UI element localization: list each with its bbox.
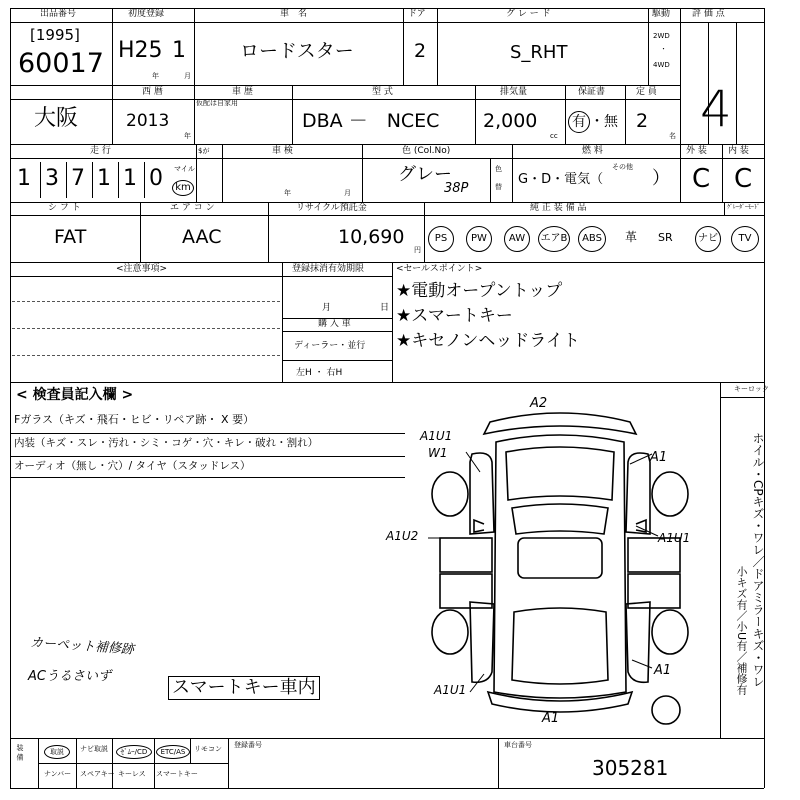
equip-aw: AW [504,226,530,252]
warranty-dot: ・ [590,114,604,130]
history-label: 車 歴 [232,87,253,97]
spare-tire [652,696,680,724]
region: 大阪 [34,106,79,131]
year-unit: 年 [152,72,159,80]
left-door-front [440,538,492,572]
v-r3-d [512,144,513,202]
cc-unit: cc [550,132,558,140]
v-r3-g [722,144,723,202]
exterior-grade: C [692,164,711,194]
shift-label: シ フ ト [48,203,81,213]
inspector-title: < 検査員記入欄 > [16,387,134,403]
odo-digit-6: 0 [149,166,163,191]
first-reg-year: H25 [118,38,163,63]
right-rear-fender [626,602,650,682]
color-label: 色 (Col.No) [402,146,451,156]
drive-4wd: 4WD [653,61,670,69]
interior-grade: C [734,164,753,194]
year-bracket: [1995] [30,26,80,44]
odo-div-3 [92,162,93,198]
recycle-value: 10,690 [338,226,405,248]
keylock-label: キーロック [734,385,769,393]
damage-left-top: A1U1 [420,429,453,443]
shift-value: FAT [54,226,87,248]
insp-year-unit: 年 [284,189,291,197]
acc-number: ナンバー [44,770,72,778]
odo-digit-1: 1 [17,166,31,191]
foot-mid [38,763,228,764]
row2-bottom [10,144,764,145]
minor-damage-text: 小キズ有／小U有／補修有 [735,566,748,696]
glass-line: Fガラス（キズ・飛石・ヒビ・リペア跡・ X 要） [14,413,255,426]
damage-right-mid: A1U1 [658,531,691,545]
v-r4-b [268,202,269,262]
v-r3-a [196,144,197,202]
v-r1-f [680,8,681,144]
first-reg-label: 初度登録 [128,9,165,19]
rear-right-wheel [652,610,688,654]
v-score-b [736,22,737,144]
type-label: 型 式 [372,87,393,97]
odo-digit-5: 1 [123,166,137,191]
notes-reg-line [282,276,392,277]
sales-point-2: ★スマートキー [396,306,513,326]
equip-ps: PS [428,226,454,252]
row4-bottom [10,262,764,263]
exterior-label: 外 装 [686,146,707,156]
capacity-label: 定 員 [636,87,657,97]
foot-div-4 [190,738,191,763]
door-label: ドア [408,9,426,19]
v-r2-c [292,85,293,144]
v-r1-c [403,8,404,85]
v-r1-e [648,8,649,85]
inspection-label: 車 検 [272,146,293,156]
v-r4-d [724,202,725,216]
caution-dash-3 [12,355,280,356]
equip-label: 純 正 装 備 品 [530,203,587,213]
damage-top: A2 [530,396,548,411]
front-bumper [484,413,636,434]
interior-line: 内装（キズ・スレ・汚れ・シミ・コゲ・穴・キレ・破れ・割れ） [14,437,319,449]
color-code: 38P [444,181,469,196]
damage-bottom: A1 [542,711,560,726]
dealer-option: ディーラー・並行 [294,341,366,351]
acc-remote: リモコン [194,745,222,753]
acc-manual: 取説 [44,745,70,759]
frame-bottom [10,788,764,789]
inspection-bottom [10,738,764,739]
v-r2-d [475,85,476,144]
recycle-label: リサイクル預託金 [296,203,367,213]
caution-line [10,276,282,277]
reg-number-label: 登録番号 [234,741,262,749]
v-r1-a [112,8,113,85]
roof [518,538,602,578]
v-r3-e [490,158,491,202]
color-change-2: 替 [495,183,502,191]
row1-bottom [10,85,680,86]
equip-navi: ナビ [695,226,721,252]
equip-abs: ABS [578,226,606,252]
handwritten-carpet: カーペット補修跡 [29,635,135,658]
insp-month-unit: 月 [344,189,351,197]
windshield [512,504,608,534]
v-r3-f [680,144,681,202]
displacement: 2,000 [483,110,538,132]
damage-left-mid: A1U2 [386,529,419,543]
odo-digit-4: 1 [97,166,111,191]
audio-tire-line: オーディオ（無し・穴）/ タイヤ（スタッドレス） [14,460,251,472]
yen-unit: 円 [414,246,421,254]
label-strip-3 [10,158,764,159]
damage-right-bottom: A1 [654,663,672,678]
sales-point-3: ★キセノンヘッドライト [396,331,580,351]
front-right-wheel [652,472,688,516]
model-label: 車 名 [280,9,308,19]
handwritten-ac: ACうるさいず [28,669,111,684]
frame-top [10,8,764,9]
smart-key-stamp: スマートキー車内 [168,676,320,700]
equip-airbag: エアB [538,226,570,252]
fuel-close: ） [652,168,670,189]
equip-tv: TV [731,226,759,252]
drive-label: 駆動 [652,9,671,19]
western-year-label: 西 暦 [142,87,163,97]
dollar-label: $が [198,147,210,155]
v-r1-d [437,8,438,85]
km-unit [172,180,194,196]
label-strip-2 [10,99,680,100]
warranty-label: 保証書 [578,87,606,97]
v-notes-a [282,262,283,382]
insp-line-2 [10,456,405,457]
grade-value: S_RHT [510,42,568,63]
caution-dash-2 [12,328,280,329]
wheel-door-mirror-text: ホイル・CPキズ・ワレ／ドアミラーキズ・ワレ [751,432,765,688]
history-sub-label: 仮配は自家用 [196,99,238,107]
rear-left-wheel [432,610,468,654]
equip-leather: 革 [625,230,638,244]
reg-expiry-label: 登録抹消有効期限 [292,264,365,274]
fuel-label: 燃 料 [582,146,603,156]
left-rear-fender [470,602,494,682]
fuel-other: その他 [612,163,633,171]
warranty-yes: 有 [568,111,590,133]
car-body [494,435,626,698]
cheaper-label: ｸﾞﾚｰﾀﾞｰﾓｰﾄﾞ [727,204,761,211]
lot-no: 60017 [18,48,104,79]
caution-dash-1 [12,301,280,302]
label-strip-1 [10,22,764,23]
score-value: 4 [700,80,732,138]
doors-value: 2 [414,40,427,62]
foot-div-3 [154,738,155,788]
month-unit: 月 [184,72,191,80]
mile-unit: マイル [174,165,195,173]
v-foot-b [228,738,229,788]
foot-div-2 [112,738,113,788]
color-change-1: 色 [495,165,502,173]
notes-purchase-line [282,331,392,332]
model-code: DBA － NCEC [302,110,440,132]
left-mirror [474,520,484,532]
row3-bottom [10,202,764,203]
leader-left-top [466,452,480,472]
equip-sr: SR [658,231,673,244]
trunk [512,608,608,684]
v-r4-a [140,202,141,262]
v-insp-a [720,382,721,738]
western-year-unit: 年 [184,132,191,140]
reg-day: 日 [380,303,390,313]
warranty-options [568,111,618,133]
capacity: 2 [636,110,649,132]
v-r3-c [362,144,363,202]
acc-keyless: キーレス [118,770,146,778]
fuel-options: G・D・電気（ [518,172,604,187]
odo-digit-2: 3 [45,166,59,191]
chassis-number: 305281 [592,756,669,780]
equip-pw: PW [466,226,492,252]
frame-left [10,8,11,788]
western-year: 2013 [126,111,170,131]
acc-cd: ｾﾞﾑｰ/CD [116,745,152,759]
damage-right-top: A1 [650,450,668,465]
displacement-label: 排気量 [500,87,528,97]
drive-dot: ・ [660,45,667,53]
sales-label: <セールスポイント> [396,264,483,274]
grade-label: グ レ ー ド [506,9,551,19]
acc-spare-key: スペアキー [80,770,115,778]
insp-line-3 [10,477,405,478]
v-r2-b [194,85,195,144]
handle-option: 左H ・ 右H [296,368,343,378]
equipment-side-label: 装 備 [16,744,24,761]
v-r1-b [194,8,195,85]
v-r4-c [424,202,425,262]
warranty-no: 無 [604,114,618,130]
notes-handle-line [282,360,392,361]
odo-div-5 [144,162,145,198]
reg-month: 月 [322,303,332,313]
v-foot-c [498,738,499,788]
v-r2-f [625,85,626,144]
damage-left-bottom: A1U1 [434,683,467,697]
odo-div-1 [40,162,41,198]
v-r2-e [565,85,566,144]
mileage-label: 走 行 [90,146,111,156]
acc-etc: ETC/AS [156,745,190,759]
purchase-label: 購 入 車 [318,319,351,329]
aircon-value: AAC [182,226,222,248]
hood [506,447,614,500]
notes-bottom [10,382,764,383]
aircon-label: エ ア コ ン [170,203,215,213]
insp-line-1 [10,433,405,434]
first-reg-month: 1 [172,38,186,63]
interior-label: 内 装 [728,146,749,156]
odo-div-2 [66,162,67,198]
damage-left-top-2: W1 [428,446,448,460]
v-r3-b [222,144,223,202]
score-label: 評 価 点 [692,9,725,19]
label-strip-4 [10,215,764,216]
odo-digit-3: 7 [71,166,85,191]
sales-point-1: ★電動オープントップ [396,281,563,301]
acc-navi-manual: ナビ取説 [80,745,108,753]
model-name: ロードスター [240,40,354,62]
foot-div-1 [76,738,77,788]
color-value: グレー [398,164,452,185]
v-r2-a [112,85,113,144]
front-left-wheel [432,472,468,516]
acc-smart-key: スマートキー [156,770,198,778]
v-notes-b [392,262,393,382]
lot-no-label: 出品番号 [40,9,77,19]
drive-2wd: 2WD [653,32,670,40]
caution-label: <注意事項> [116,264,168,274]
odo-div-4 [118,162,119,198]
chassis-label: 車台番号 [504,741,532,749]
km-circle: km [172,180,194,196]
capacity-unit: 名 [669,132,676,140]
keylock-line [720,397,764,398]
